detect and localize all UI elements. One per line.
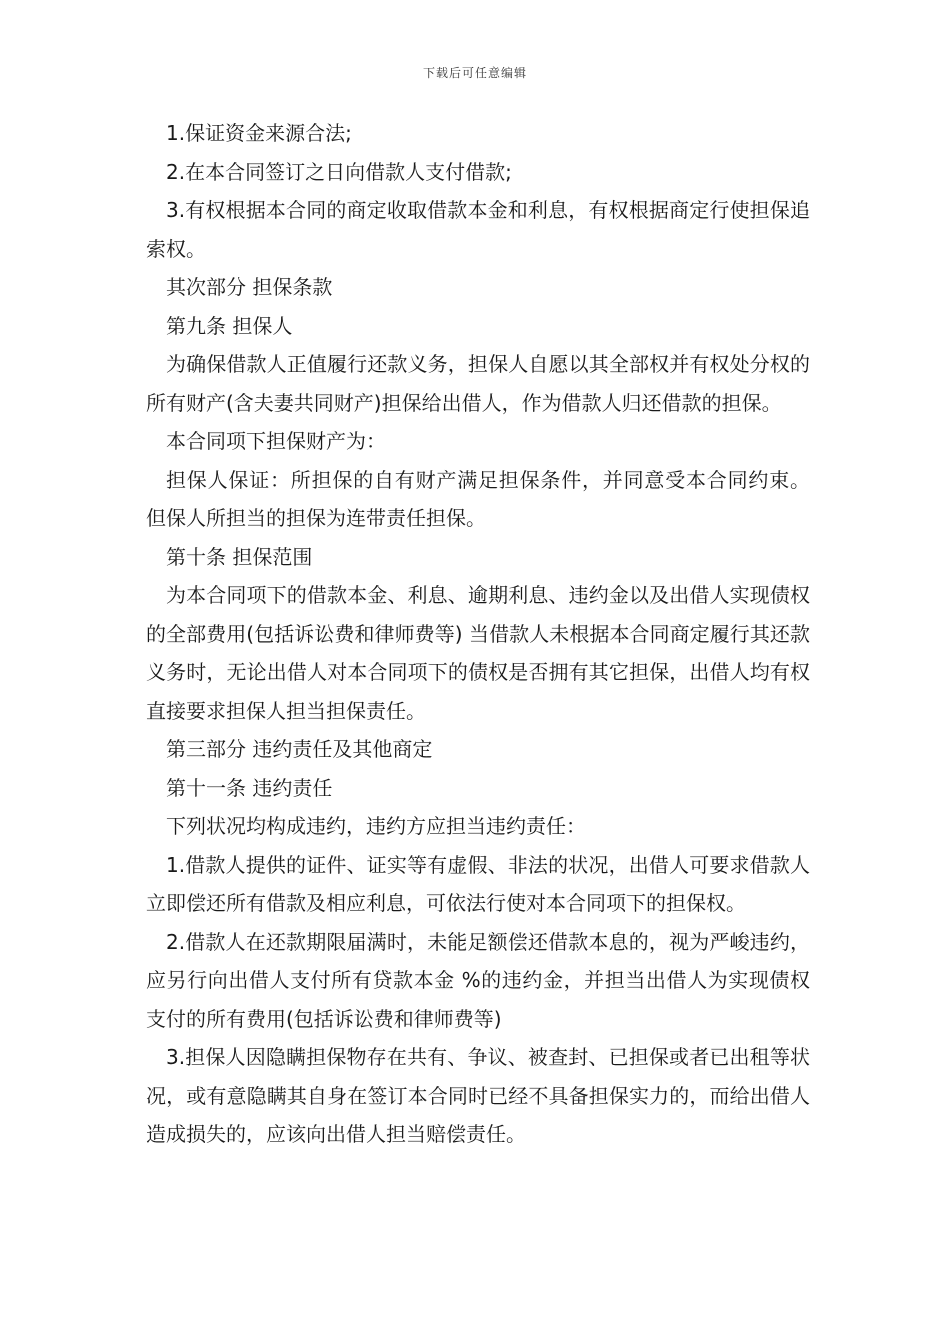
section-heading: 第三部分 违约责任及其他商定 (166, 737, 433, 761)
document-body (146, 114, 810, 1154)
paragraph: 2.借款人在还款期限届满时，未能足额偿还借款本息的，视为严峻违约，应另行向出借人支付所有贷款本金 %的违约金，并担当出借人为实现债权支付的所有费用(包括诉讼费和律师费等) (146, 929, 810, 1031)
paragraph: 为本合同项下的借款本金、利息、逾期利息、违约金以及出借人实现债权的全部费用(包括诉讼费和律师费等) 当借款人未根据本合同商定履行其还款义务时，无论出借人对本合同项下的债权是否拥有其它担保，出借人均有权直接要求担保人担当担保责任。 (146, 583, 810, 723)
section-heading: 其次部分 担保条款 (166, 275, 333, 299)
paragraph: 为确保借款人正值履行还款义务，担保人自愿以其全部权并有权处分权的所有财产(含夫妻共同财产)担保给出借人，作为借款人归还借款的担保。 (146, 352, 810, 415)
article-heading: 第九条 担保人 (166, 313, 293, 338)
page-header: 下载后可任意编辑 (422, 66, 527, 80)
article-heading: 第十一条 违约责任 (166, 775, 333, 800)
paragraph: 3.有权根据本合同的商定收取借款本金和利息，有权根据商定行使担保追索权。 (146, 198, 810, 261)
paragraph: 下列状况均构成违约，违约方应担当违约责任： (166, 814, 586, 838)
paragraph: 担保人保证：所担保的自有财产满足担保条件，并同意受本合同约束。 但保人所担当的担保为连带责任担保。 (146, 467, 810, 530)
paragraph: 1.借款人提供的证件、证实等有虚假、非法的状况，出借人可要求借款人立即偿还所有借款及相应利息，可依法行使对本合同项下的担保权。 (146, 852, 810, 915)
paragraph: 2.在本合同签订之日向借款人支付借款; (166, 159, 512, 184)
paragraph: 3.担保人因隐瞒担保物存在共有、争议、被查封、已担保或者已出租等状况，或有意隐瞒其自身在签订本合同时已经不具备担保实力的，而给出借人造成损失的，应该向出借人担当赔偿责任。 (146, 1045, 810, 1146)
paragraph: 本合同项下担保财产为： (166, 429, 386, 453)
paragraph: 1.保证资金来源合法; (166, 121, 352, 145)
article-heading: 第十条 担保范围 (166, 544, 313, 569)
